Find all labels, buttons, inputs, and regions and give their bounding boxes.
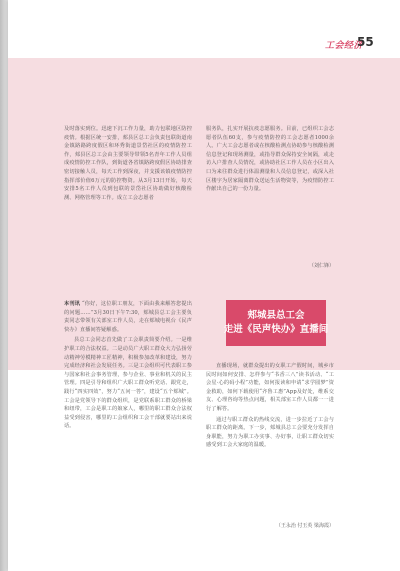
upper-right-signature: （刘仁锋） xyxy=(308,263,334,269)
lower-right-paragraph-1: 直播现场，就群众提出的女职工产假时间，城乡市民时间如何安排、怎样参与“书香三八”读书活动、“工会星·心的码小程”功能，如何报读和申请“求学圆梦”资金救助，如何下载使用“齐鲁工惠”App及好处，维系交友、心理咨询等热点问题，相关部室工作人员都一一进行了解答。 xyxy=(206,363,334,412)
news-body-paragraph: 县总工会同志首先做了工会职责简要介绍。一是维护职工的合法权益。二是动员广大职工群众大力弘扬劳动精神劳模精神工匠精神，积极参加改革和建设，努力完成经济和社会发展任务。三是工会组织可代表职工参与国家和社会事务管理，参与企业、事业和机关的民主管理。四是引导和组织广大职工群众听党话、跟党走，践行“四实四效”，努力“五问一答”，建设“五个郏城”。工会是党领导下的群众组织，是党联系职工群众的桥梁和纽带，工会是职工的娘家人，哪里的职工群众合法权益受到侵害，哪里的工会组织和工会干部就要站出来说话。 xyxy=(64,337,192,430)
lower-left-column xyxy=(64,300,192,535)
lower-right-signature: （王永治 付玉英 梁海霞） xyxy=(275,523,334,529)
page-number: 55 xyxy=(357,35,374,49)
news-intro-text: “你好，这位职工朋友，下面由我来解答您提出的问题……”3月30日下午7:30，郏城县总工会主要负责同志带领有关部室工作人员，走在郏城电视台《民声快办》直播间答疑解惑。 xyxy=(64,301,192,333)
lower-right-paragraph-2: 通过与职工群众的热线交流，进一步拉近了工会与职工群众的距离。下一步，郏城县总工会要充分发挥自身职能，努力为职工办实事、办好事，让职工群众切实感受到工会大家庭的温暖。 xyxy=(206,416,334,449)
upper-right-paragraph: 服务队，扎实开展抗疫志愿服务。目前，已组织工会志愿者队伍60支，参与疫情防控的工会志愿者1000余人。广大工会志愿者或在核酸检测点协助参与核酸检测信息登记和现场测量，或指导群众保持安全间隔，或走访入户排查人员情况，或协助社区工作人员在小区出入口为来往群众进行体温测量和人员信息登记，或深入社区楼宇为居家隔离群众送运生活物资等，为疫情防控工作献出自己的一份力量。 xyxy=(206,126,334,193)
article-title-box xyxy=(223,300,329,346)
article-title-line-2: 走进《民声快办》直播间 xyxy=(223,324,329,335)
news-intro-paragraph xyxy=(64,300,192,334)
upper-left-column xyxy=(64,125,192,271)
upper-left-paragraph: 及时落实到位。迅速下沉工作力量，助力包联地区防控疫情。根据区统一安排，郏县区总工会负责包联街道南金镇路路跨度假区和环秀街道景岱社区的疫情防控工作，郏县区总工会由主要领导带领5名青年工作人员组成疫情防控工作队，到街道各省镇路跨度假区协助排查密切接触人员，每天工作到深夜，并支援该镇疫情防控指挥部价值6万元的防控物资。从3月13日开始，每天安排5名工作人员到包联的景岱社区协助做好核酸检测、网格管理等工作。成立工会志愿者 xyxy=(64,126,192,201)
upper-right-column xyxy=(206,125,334,255)
news-lead: 本刊讯 xyxy=(64,301,81,307)
article-title-line-1: 郏城县总工会 xyxy=(247,310,305,321)
page-spine xyxy=(0,0,8,571)
section-brand: 工会经济 xyxy=(325,41,364,51)
lower-right-column xyxy=(206,362,334,508)
